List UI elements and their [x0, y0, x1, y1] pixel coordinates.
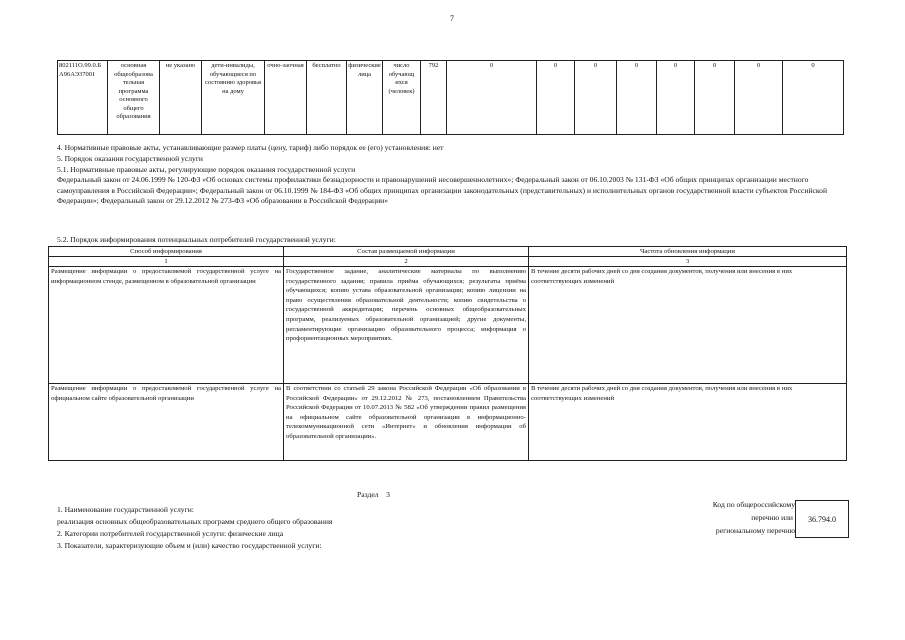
table-header: Способ информирования	[49, 247, 284, 257]
table-cell: В соответствии со статьей 29 закона Российской Федерации «Об образовании в Российской Федерации» от 29.12.2012 № 273, постановлением Правительства Российской Федерации от 10.07.2013 № 582 «Об утверждении правил размещения на официальном сайте образовательной организации в информационно-телекоммуникационной сети «Интернет» и обновления информации об образовательной организации».	[284, 384, 529, 461]
section-title: Раздел 3	[357, 490, 390, 499]
table-cell: дети-инвалиды, обучающиеся по состоянию здоровья на дому	[202, 61, 265, 135]
table-cell: 0	[783, 61, 844, 135]
table-cell: 1	[49, 257, 284, 267]
section-5-1-text: Федеральный закон от 24.06.1999 № 120-ФЗ «Об основах системы профилактики безнадзорности и правонарушений несовершеннолетних»; Федеральный закон от 06.10.2003 № 131-ФЗ «Об общих принципах организации местного самоуправления в Российской Федерации»; Федеральный закон от 06.10.1999 № 184-ФЗ «Об общих принципах организации законодательных (представительных) и исполнительных органов государственной власти субъектов Российской Федерации»; Федеральный закон от 29.12.2012 № 273-ФЗ «Об образовании в Российской Федерации»	[57, 175, 828, 205]
section-5: 5. Порядок оказания государственной услуги	[57, 154, 203, 163]
table-cell: Размещение информации о предоставляемой государственной услуге на информационном стенде, размещенном в образовательной организации	[49, 267, 284, 384]
table-cell: 0	[617, 61, 657, 135]
service-name-label: 1. Наименование государственной услуги:	[57, 505, 194, 514]
table-cell: 3	[529, 257, 847, 267]
section-4: 4. Нормативные правовые акты, устанавливающие размер платы (цену, тариф) либо порядок ее (его) установления: нет	[57, 143, 444, 152]
code-label-line2: перечню или	[751, 513, 793, 522]
code-label-line3: региональному перечню	[715, 526, 795, 535]
table-cell: В течение десяти рабочих дней со дня создания документов, получения или внесения в них соответствующих изменений	[529, 267, 847, 384]
table-cell: В течение десяти рабочих дней со дня создания документов, получения или внесения в них соответствующих изменений	[529, 384, 847, 461]
table-cell: бесплатно	[307, 61, 347, 135]
table-cell: 0	[735, 61, 783, 135]
service-name-value: реализация основных общеобразовательных программ среднего общего образования	[57, 517, 333, 526]
table-cell: очно-заочная	[265, 61, 307, 135]
code-label-line1: Код по общероссийскому	[712, 500, 795, 509]
table-cell: Государственное задание, аналитические материалы по выполнению государственного задания; правила приёма обучающихся; результаты приёма обучающихся; копию устава образовательной организации; копию лицензии на право осуществления образовательной деятельности; копию свидетельства о государственной аккредитации; перечень основных общеобразовательных программ, реализуемых образовательной организацией; другие документы, регламентирующие организацию образовательного процесса; информация о профориентационных мероприятиях.	[284, 267, 529, 384]
code-value: 36.794.0	[795, 500, 849, 538]
section-5-2: 5.2. Порядок информирования потенциальных потребителей государственной услуги:	[57, 235, 336, 244]
table-row	[58, 61, 844, 135]
table-cell: 802111О.99.0.Б А96АЭ37001	[58, 61, 108, 135]
table-cell: 0	[537, 61, 575, 135]
table-cell: 0	[695, 61, 735, 135]
table-header: Состав размещаемой информации	[284, 247, 529, 257]
table-cell: 0	[575, 61, 617, 135]
info-table	[48, 246, 847, 461]
table-cell: число обучающ ихся (человек)	[383, 61, 421, 135]
table-cell: основная общеобразова тельная программа основного общего образования	[108, 61, 160, 135]
table-row	[49, 384, 847, 461]
table-header: Частота обновления информации	[529, 247, 847, 257]
section-5-1: 5.1. Нормативные правовые акты, регулирующие порядок оказания государственной услуги	[57, 165, 356, 174]
table-cell: не указано	[160, 61, 202, 135]
indicators-label: 3. Показатели, характеризующие объем и (или) качество государственной услуги:	[57, 541, 322, 550]
table-cell: 792	[421, 61, 447, 135]
volume-table	[57, 60, 844, 135]
table-cell: Размещение информации о предоставляемой государственной услуге на официальном сайте образовательной организации	[49, 384, 284, 461]
table-cell: 0	[447, 61, 537, 135]
table-cell: физические лица	[347, 61, 383, 135]
table-number-row	[49, 257, 847, 267]
page-number: 7	[450, 14, 454, 23]
table-row	[49, 267, 847, 384]
consumer-category: 2. Категории потребителей государственной услуги: физические лица	[57, 529, 284, 538]
table-cell: 2	[284, 257, 529, 267]
table-header-row	[49, 247, 847, 257]
table-cell: 0	[657, 61, 695, 135]
